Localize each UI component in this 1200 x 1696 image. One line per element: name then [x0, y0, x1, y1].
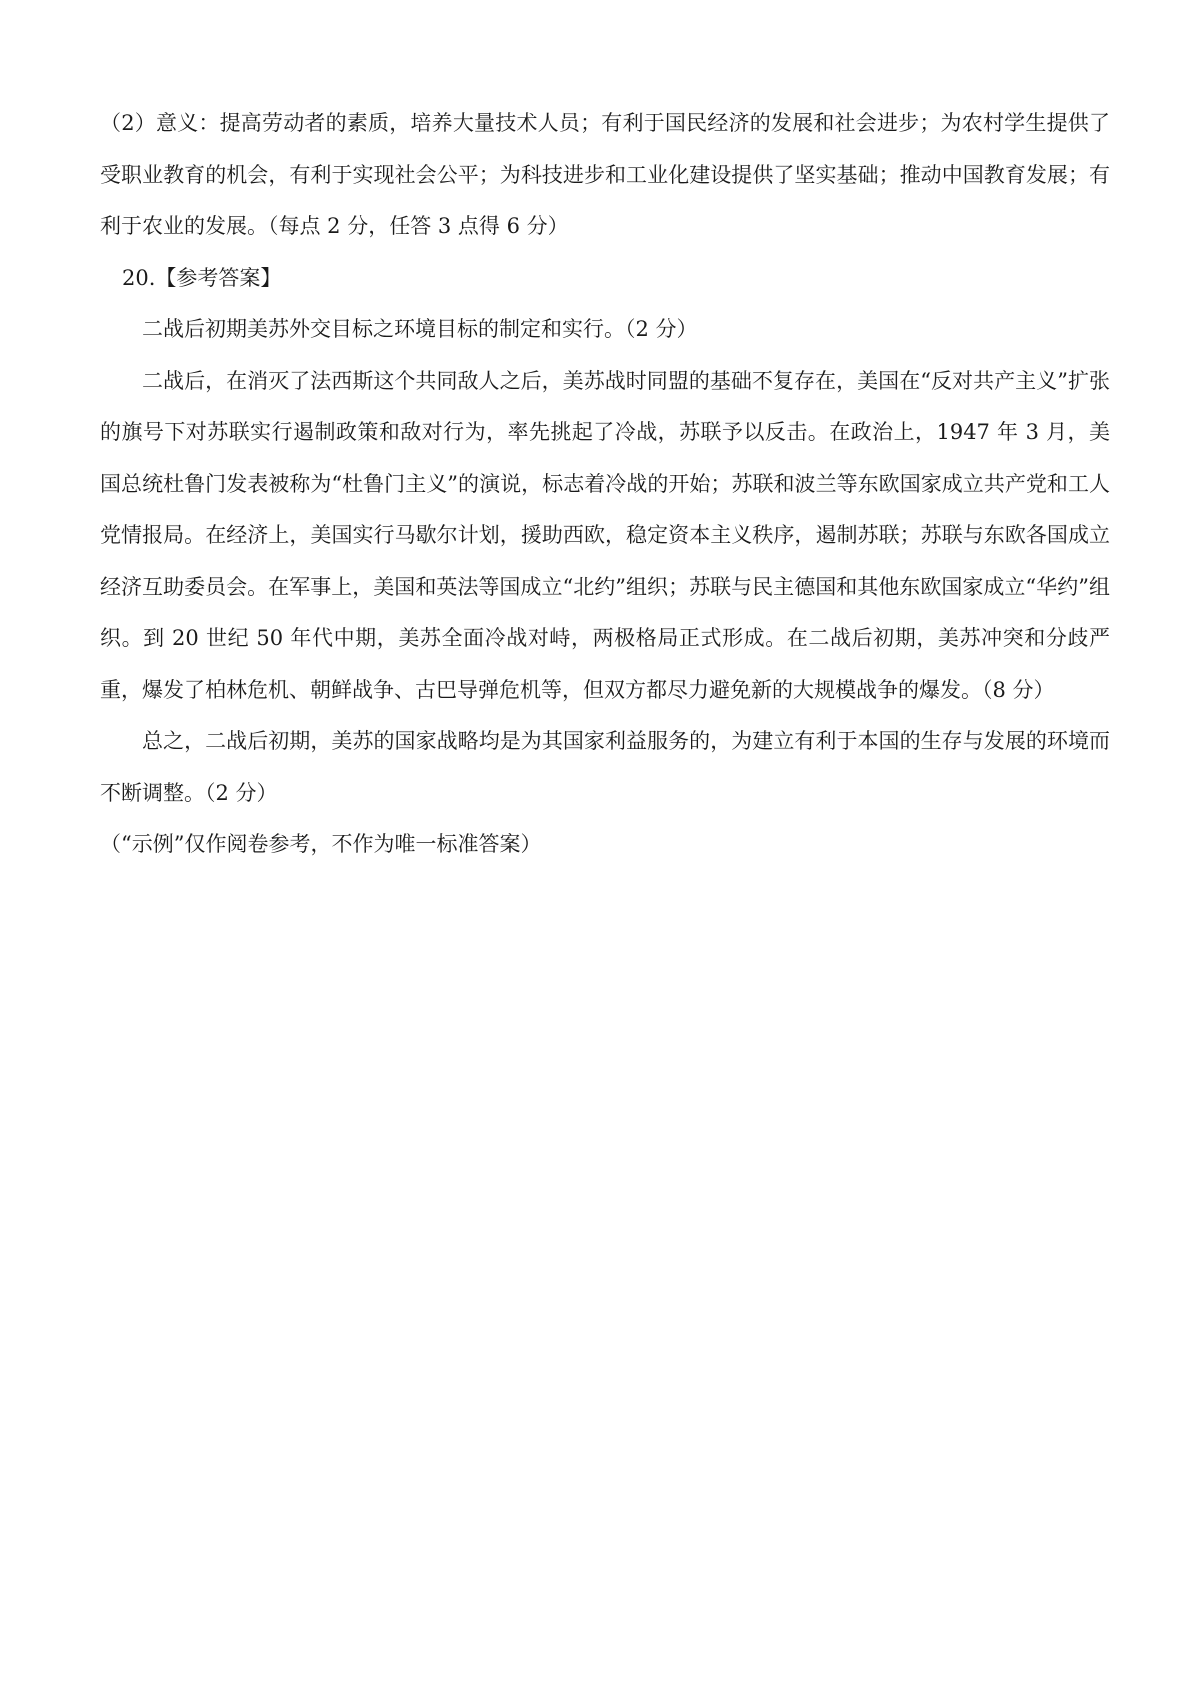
grading-note: （“示例”仅作阅卷参考，不作为唯一标准答案） [100, 832, 542, 856]
question-20-heading: 20.【参考答案】 [122, 265, 282, 290]
answer-thesis: 二战后初期美苏外交目标之环境目标的制定和实行。（2 分） [142, 317, 698, 341]
answer-body: 二战后，在消灭了法西斯这个共同敌人之后，美苏战时同盟的基础不复存在，美国在“反对共产主义”扩张的旗号下对苏联实行遏制政策和敌对行为，率先挑起了冷战，苏联予以反击。在政治上，1947 年 3 月，美国总统杜鲁门发表被称为“杜鲁门主义”的演说，标志着冷战的开始；苏联和波兰等东欧国家成立共产党和工人党情报局。在经济上，美国实行马歇尔计划，援助西欧，稳定资本主义秩序，遏制苏联；苏联与东欧各国成立经济互助委员会。在军事上，美国和英法等国成立“北约”组织；苏联与民主德国和其他东欧国家成立“华约”组织。到 20 世纪 50 年代中期，美苏全面冷战对峙，两极格局正式形成。在二战后初期，美苏冲突和分歧严重，爆发了柏林危机、朝鲜战争、古巴导弹危机等，但双方都尽力避免新的大规模战争的爆发。（8 分） [100, 368, 1110, 702]
answer-conclusion: 总之，二战后初期，美苏的国家战略均是为其国家利益服务的，为建立有利于本国的生存与发展的环境而不断调整。（2 分） [100, 729, 1110, 805]
document-page [100, 98, 1110, 871]
significance-paragraph: （2）意义：提高劳动者的素质，培养大量技术人员；有利于国民经济的发展和社会进步；为农村学生提供了受职业教育的机会，有利于实现社会公平；为科技进步和工业化建设提供了坚实基础；推动中国教育发展；有利于农业的发展。（每点 2 分，任答 3 点得 6 分） [100, 111, 1110, 238]
